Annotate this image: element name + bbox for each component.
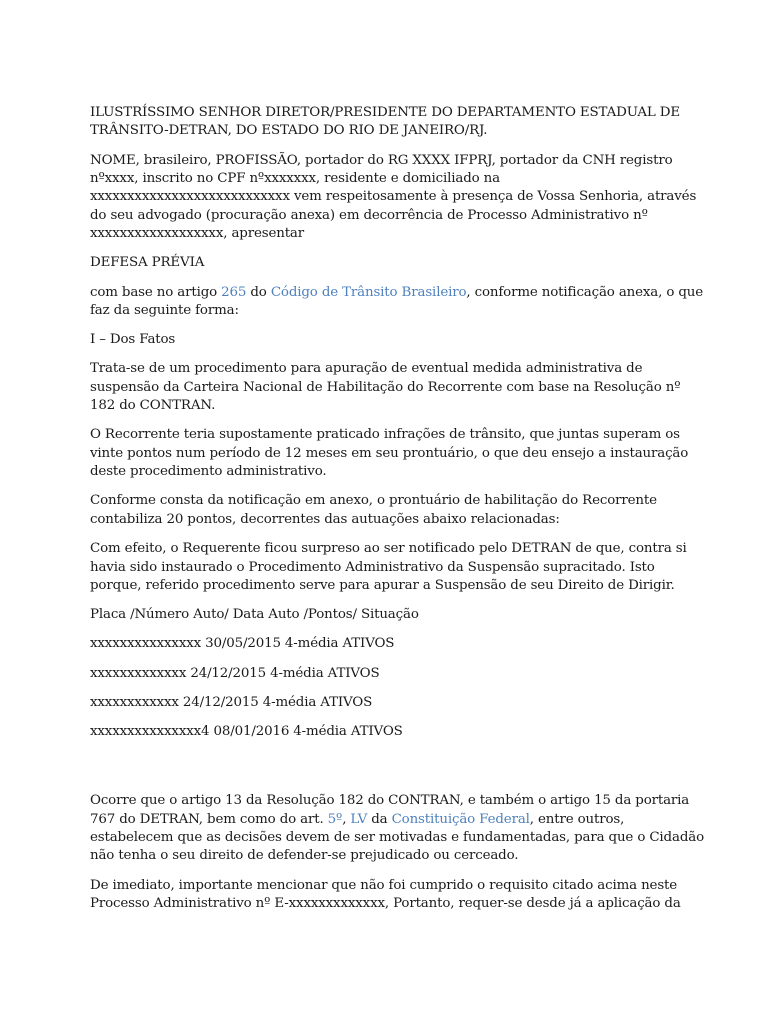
traffic-code-link[interactable]: Código de Trânsito Brasileiro [270,284,467,300]
header-line: ILUSTRÍSSIMO SENHOR DIRETOR/PRESIDENTE DO DEPARTAMENTO ESTADUAL DE [90,105,680,120]
closing-line: De imediato, importante mencionar que não foi cumprido o requisito citado acima neste [90,877,678,893]
intro-line: do seu advogado (procuração anexa) em decorrência de Processo Administrativo nº [90,207,648,223]
art-5-link[interactable]: 5º [327,811,343,827]
basis-prefix: com base no artigo [90,284,222,300]
paragraph-line: Com efeito, o Requerente ficou surpreso ao ser notificado pelo DETRAN de que, contra si [90,541,687,557]
intro-line: NOME, brasileiro, PROFISSÃO, portador do RG XXXX IFPRJ, portador da CNH registro [90,152,673,168]
infraction-row: xxxxxxxxxxxxxxx 30/05/2015 4-média ATIVOS [90,636,395,652]
paragraph-line: suspensão da Carteira Nacional de Habilitação do Recorrente com base na Resolução nº [90,379,681,395]
header-line: TRÂNSITO-DETRAN, DO ESTADO DO RIO DE JANEIRO/RJ. [90,123,488,139]
paragraph-line: 182 do CONTRAN. [90,398,216,414]
paragraph-line: contabiliza 20 pontos, decorrentes das autuações abaixo relacionadas: [90,511,560,527]
argument-line [90,811,690,829]
intro-line: xxxxxxxxxxxxxxxxxxxxxxxxxxx vem respeitosamente à presença de Vossa Senhoria, através [90,189,697,205]
infraction-row: xxxxxxxxxxxxx 24/12/2015 4-média ATIVOS [90,665,380,681]
facts-paragraph [90,540,690,595]
paragraph-line: porque, referido procedimento serve para apurar a Suspensão de seu Direito de Dirigir. [90,577,675,593]
argument-suffix: , entre outros, [529,811,625,827]
argument-middle: da [367,811,392,827]
blank-space [90,752,690,792]
closing-line: Processo Administrativo nº E-xxxxxxxxxxxxx, Portanto, requer-se desde já a aplicação da [90,895,681,911]
basis-line: faz da seguinte forma: [90,303,239,319]
document-title: DEFESA PRÉVIA [90,255,205,271]
paragraph-line: O Recorrente teria supostamente praticado infrações de trânsito, que juntas superam os [90,427,680,443]
item-lv-link[interactable]: LV [350,811,368,827]
closing-paragraph [90,877,690,914]
document-page [90,104,704,924]
federal-constitution-link[interactable]: Constituição Federal [391,811,530,827]
basis-middle: do [246,284,271,300]
argument-line: Ocorre que o artigo 13 da Resolução 182 do CONTRAN, e também o artigo 15 da portaria [90,793,690,809]
argument-prefix: 767 do DETRAN, bem como do art. [90,811,328,827]
paragraph-line: Conforme consta da notificação em anexo, o prontuário de habilitação do Recorrente [90,493,657,509]
infractions-header: Placa /Número Auto/ Data Auto /Pontos/ Situação [90,607,419,623]
paragraph-line: vinte pontos num período de 12 meses em seu prontuário, o que deu ensejo a instauração [90,445,689,461]
argument-paragraph [90,792,704,866]
intro-line: xxxxxxxxxxxxxxxxxx, apresentar [90,226,305,242]
facts-paragraph [90,426,690,481]
infraction-row: xxxxxxxxxxxxxxx4 08/01/2016 4-média ATIVOS [90,723,403,739]
facts-paragraph [90,492,690,529]
intro-line: nºxxxx, inscrito no CPF nºxxxxxxx, residente e domiciliado na [90,171,500,187]
basis-suffix: , conforme notificação anexa, o que [466,284,704,300]
paragraph-line: havia sido instaurado o Procedimento Administrativo da Suspensão supracitado. Isto [90,559,655,575]
intro-paragraph [90,152,697,244]
basis-line [90,284,704,302]
argument-separator: , [342,811,351,827]
addressee-header [90,104,690,141]
basis-paragraph [90,284,704,321]
argument-line: estabelecem que as decisões devem de ser motivadas e fundamentadas, para que o Cidadão [90,829,704,845]
section-heading: I – Dos Fatos [90,332,176,348]
paragraph-line: Trata-se de um procedimento para apuração de eventual medida administrativa de [90,361,643,377]
infraction-row: xxxxxxxxxxxx 24/12/2015 4-média ATIVOS [90,694,373,710]
facts-paragraph [90,360,690,415]
argument-line: não tenha o seu direito de defender-se prejudicado ou cerceado. [90,848,519,864]
article-265-link[interactable]: 265 [221,284,247,300]
paragraph-line: deste procedimento administrativo. [90,464,327,480]
